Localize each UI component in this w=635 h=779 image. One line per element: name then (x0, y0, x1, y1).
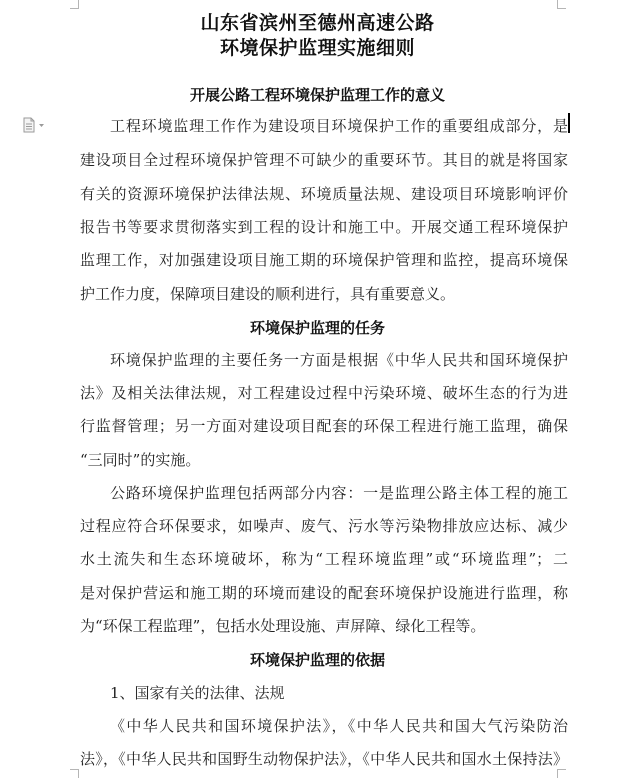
document-title-line-2: 环境保护监理实施细则 (219, 37, 415, 59)
paragraph-line: 公路环境保护监理包括两部分内容：一是监理公路主体工程的施工 (110, 484, 568, 502)
paragraph-line: 报告书等要求贯彻落实到工程的设计和施工中。开展交通工程环境保护 (80, 218, 568, 236)
paragraph-line: 环境保护监理的主要任务一方面是根据《中华人民共和国环境保护 (110, 351, 568, 369)
section-heading: 环境保护监理的依据 (249, 651, 385, 669)
paragraph-line: 护工作力度，保障项目建设的顺利进行，具有重要意义。 (80, 285, 456, 303)
paragraph-line: 法》及相关法律法规，对工程建设过程中污染环境、破坏生态的行为进 (80, 384, 568, 402)
paragraph-line: 为“环保工程监理”，包括水处理设施、声屏障、绿化工程等。 (80, 617, 486, 635)
paragraph-line: 建设项目全过程环境保护管理不可缺少的重要环节。其目的就是将国家 (80, 151, 568, 169)
dropdown-arrow-icon (39, 124, 44, 127)
paragraph-line: 法》，《中华人民共和国野生动物保护法》，《中华人民共和国水土保持法》 (80, 750, 568, 768)
section-heading: 环境保护监理的任务 (249, 319, 385, 337)
paragraph-line: 监理工作，对加强建设项目施工期的环境保护管理和监控，提高环境保 (80, 251, 568, 269)
document-icon (22, 117, 48, 133)
paragraph-line: “三同时”的实施。 (80, 451, 201, 469)
paragraph-line: 过程应符合环保要求，如噪声、废气、污水等污染物排放应达标、减少 (80, 517, 568, 535)
paragraph-line: 《中华人民共和国环境保护法》，《中华人民共和国大气污染防治 (110, 717, 568, 735)
text-cursor (568, 113, 570, 133)
section-heading: 开展公路工程环境保护监理工作的意义 (189, 86, 445, 104)
paragraph-line: 是对保护营运和施工期的环境而建设的配套环境保护设施进行监理，称 (80, 584, 568, 602)
list-item: 1、国家有关的法律、法规 (110, 684, 285, 702)
paragraph-options-button[interactable] (22, 117, 48, 133)
paragraph-line: 有关的资源环境保护法律法规、环境质量法规、建设项目环境影响评价 (80, 185, 568, 203)
crop-mark-bottom-left (70, 769, 79, 778)
document-title-line-1: 山东省滨州至德州高速公路 (200, 12, 435, 34)
crop-mark-bottom-right (557, 769, 566, 778)
paragraph-line: 行监督管理；另一方面对建设项目配套的环保工程进行施工监理，确保 (80, 417, 568, 435)
paragraph-line: 工程环境监理工作作为建设项目环境保护工作的重要组成部分，是 (110, 117, 568, 135)
paragraph-line: 水土流失和生态环境破坏，称为“工程环境监理”或“环境监理”；二 (80, 550, 568, 568)
